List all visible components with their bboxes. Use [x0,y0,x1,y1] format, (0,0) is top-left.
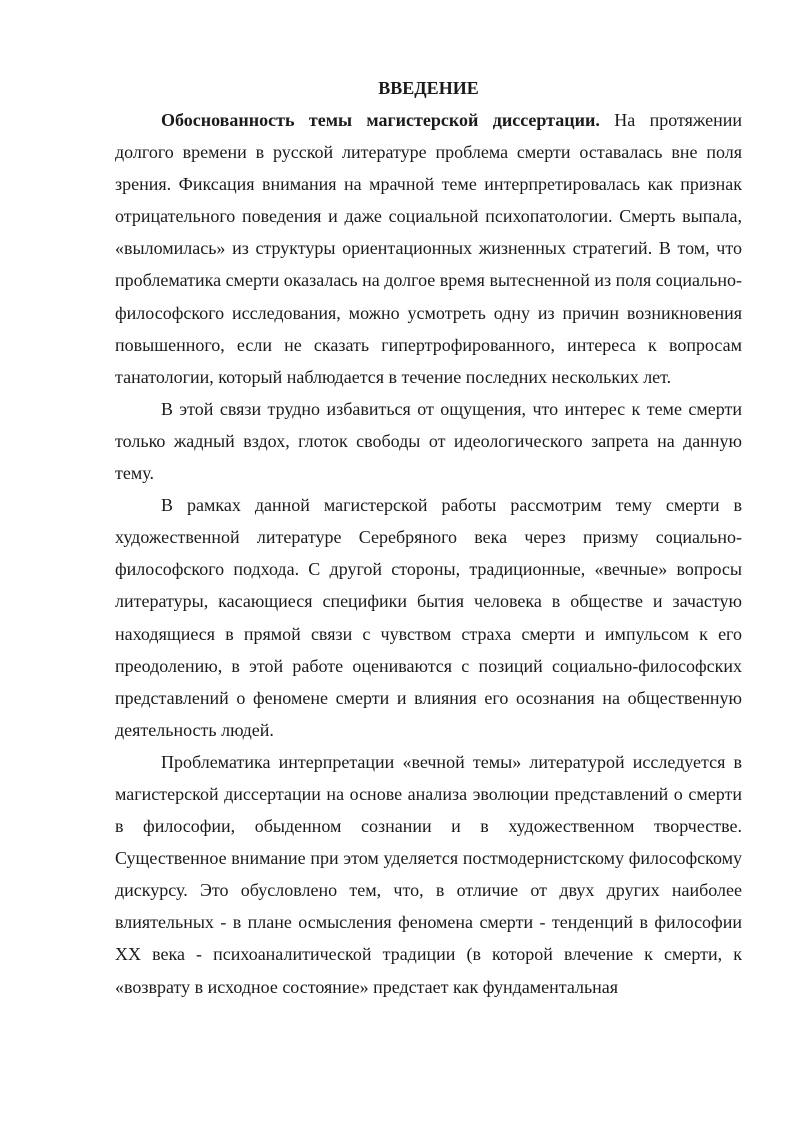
paragraph-text: В этой связи трудно избавиться от ощущения, что интерес к теме смерти только жадный вздох, глоток свободы от идеологического запрета на данную тему. [115,398,742,484]
paragraph-1 [115,104,742,393]
paragraph-text: В рамках данной магистерской работы рассмотрим тему смерти в художественной литературе Серебряного века через призму социально-философского подхода. С другой стороны, традиционные, «вечные» вопросы литературы, касающиеся специфики бытия человека в обществе и зачастую находящиеся в прямой связи с чувством страха смерти и импульсом к его преодолению, в этой работе оцениваются с позиций социально-философских представлений о феномене смерти и влияния его осознания на общественную деятельность людей. [115,495,742,740]
paragraph-text: На протяжении долгого времени в русской литературе проблема смерти оставалась вне поля зрения. Фиксация внимания на мрачной теме интерпретировалась как признак отрицательного поведения и даже социальной психопатологии. Смерть выпала, «выломилась» из структуры ориентационных жизненных стратегий. В том, что проблематика смерти оказалась на долгое время вытесненной из поля социально-философского исследования, можно усмотреть одну из причин возникновения повышенного, если не сказать гипертрофированного, интереса к вопросам танатологии, который наблюдается в течение последних нескольких лет. [115,110,742,387]
paragraph-lead: Обоснованность темы магистерской диссертации. [161,110,600,130]
document-body [115,72,742,1003]
paragraph-text: Проблематика интерпретации «вечной темы» литературой исследуется в магистерской диссертации на основе анализа эволюции представлений о смерти в философии, обыденном сознании и в художественном творчестве. Существенное внимание при этом уделяется постмодернистскому философскому дискурсу. Это обусловлено тем, что, в отличие от двух других наиболее влиятельных - в плане осмысления феномена смерти - тенденций в философии XX века - психоаналитической традиции (в которой влечение к смерти, к «возврату в исходное состояние» предстает как фундаментальная [115,751,742,997]
page-title: ВВЕДЕНИЕ [378,78,479,98]
paragraph-3 [115,489,742,746]
paragraph-2 [115,393,742,489]
paragraph-4 [115,746,742,1003]
